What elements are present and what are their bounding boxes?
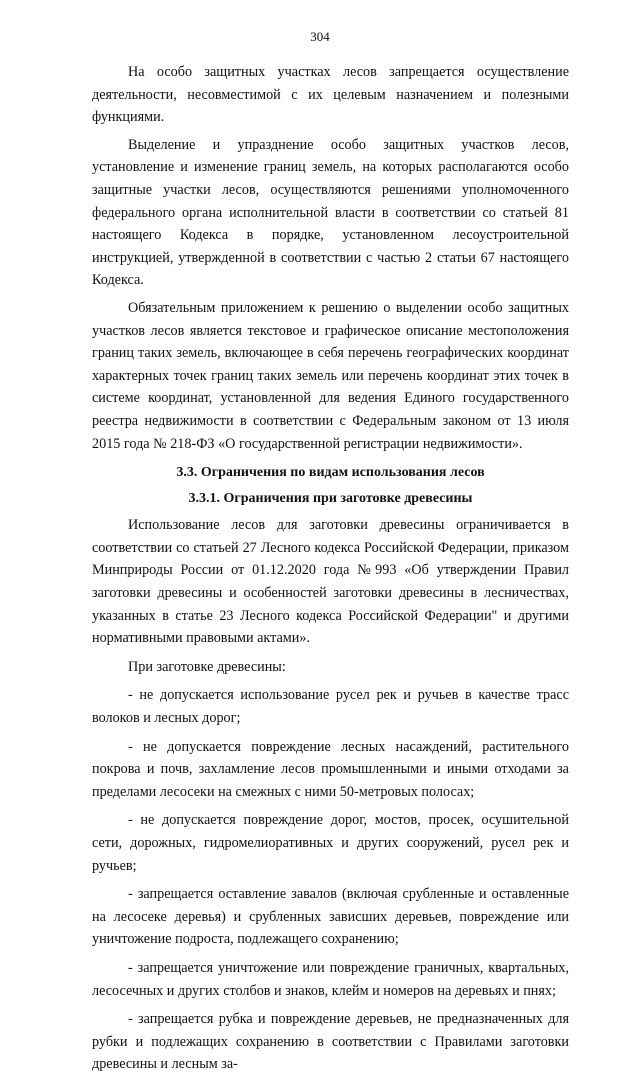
list-item: - не допускается повреждение лесных насаждений, растительного покрова и почв, захламление лесов промышленными и иными отходами за пределами лесосеки на смежных с ними 50-метровых полосах; [92,738,569,800]
paragraph-protected-areas-restriction: На особо защитных участках лесов запрещается осуществление деятельности, несовместимой с их целевым назначением и полезными функциями. [92,64,569,126]
body-text [92,61,569,1076]
paragraph-protected-areas-designation: Выделение и упразднение особо защитных участков лесов, установление и изменение границ земель, на которых располагаются особо защитные участки лесов, осуществляются решениями уполномоченного федерального органа исполнительной власти в соответствии со статьей 81 настоящего Кодекса в порядке, установленном лесоустроительной инструкцией, утвержденной в соответствии с частью 2 статьи 67 настоящего Кодекса. [92,136,569,289]
list-item: - не допускается повреждение дорог, мостов, просек, осушительной сети, дорожных, гидромелиоративных и других сооружений, русел рек и ручьев; [92,812,569,874]
page-number: 304 [310,29,330,44]
paragraph-timber-harvesting-intro: Использование лесов для заготовки древесины ограничивается в соответствии со статьей 27 Лесного кодекса Российской Федерации, приказом Минприроды России от 01.12.2020 года №993 «Об утверждении Правил заготовки древесины и особенностей заготовки древесины в лесничествах, указанных в статье 23 Лесного кодекса Российской Федерации" и другими нормативными правовыми актами». [92,517,569,647]
list-item: - не допускается использование русел рек и ручьев в качестве трасс волоков и лесных дорог; [92,687,569,727]
list-item: - запрещается уничтожение или повреждение граничных, квартальных, лесосечных и других столбов и знаков, клейм и номеров на деревьях и пнях; [92,959,569,999]
list-item: - запрещается рубка и повреждение деревьев, не предназначенных для рубки и подлежащих сохранению в соответствии с Правилами заготовки древесины и лесным за- [92,1011,569,1073]
list-lead: При заготовке древесины: [128,658,286,675]
section-heading: 3.3. Ограничения по видам использования лесов [176,465,485,481]
list-item: - запрещается оставление завалов (включая срубленные и оставленные на лесосеке деревья) и срубленных зависших деревьев, повреждение или уничтожение подроста, подлежащего сохранению; [92,886,569,948]
paragraph-protected-areas-annex: Обязательным приложением к решению о выделении особо защитных участков лесов является текстовое и графическое описание местоположения границ таких земель, включающее в себя перечень географических координат характерных точек границ таких земель или перечень координат этих точек в системе координат, установленной для ведения Единого государственного реестра недвижимости в соответствии с Федеральным законом от 13 июля 2015 года № 218-ФЗ «О государственной регистрации недвижимости». [92,299,569,452]
subsection-heading: 3.3.1. Ограничения при заготовке древесины [188,490,473,506]
